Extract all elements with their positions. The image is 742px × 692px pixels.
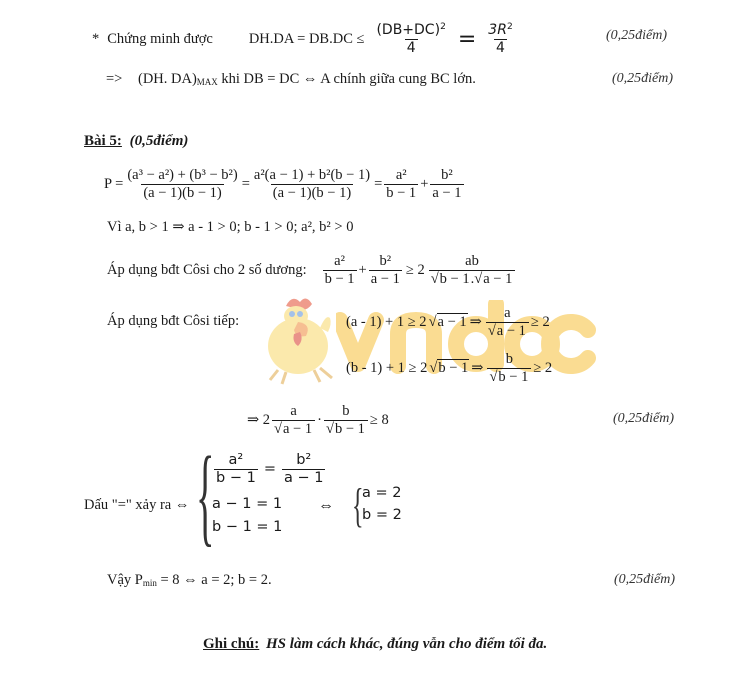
product-inequality: ⇒ 2 $\frac{a}{√a - 1}$ · $\frac{b}{√b - 1}$ ≥ 8 (247, 402, 389, 437)
solution-b: b = 2 (362, 507, 402, 523)
equality-label: Dấu "=" xảy ra ⇔ (84, 497, 190, 513)
left-brace-icon: { (196, 434, 215, 556)
note-label: Ghi chú: (203, 636, 260, 652)
score-product: (0,25điểm) (613, 411, 675, 426)
score-conclusion: (0,25điểm) (614, 572, 676, 587)
equivalence-arrow: ⇔ (318, 497, 334, 514)
bullet: * (92, 30, 100, 47)
condition-line: Vì a, b > 1 ⇒ a - 1 > 0; b - 1 > 0; a², b² > 0 (107, 219, 354, 235)
note-text: HS làm cách khác, đúng vẫn cho điểm tối đa. (266, 636, 548, 652)
system-row-a: a − 1 = 1 (212, 496, 283, 512)
section-heading (84, 133, 188, 150)
proof-line-2: => (DH. $DA)_{MAX}$ khi DB = DC ⇔ A chính giữa cung BC lớn. (106, 71, 476, 88)
fraction-db-dc: $\frac{(DB+DC)^2}{4}$ (376, 22, 446, 56)
left-brace-small-icon: { (352, 479, 364, 532)
fraction-3r2: $\frac{3R^2}{4}$ (488, 22, 513, 56)
section-points: (0,5điểm) (129, 133, 189, 149)
mascot-chicken-icon (258, 288, 348, 388)
proof-expr-left: DH.DA = DB.DC ≤ (248, 30, 365, 47)
cauchy-inequality-1: Áp dụng bđt Côsi cho 2 số dương: $\frac{\text{a²}}{b - 1}$ + $\frac{\text{b²}}{a - 1}$ ≥ 2 $\frac{ab}{√b - 1.√a - 1}$ (107, 246, 517, 294)
score-line-1: (0,25điểm) (606, 28, 668, 43)
solution-a: a = 2 (362, 485, 402, 501)
system-row-b: b − 1 = 1 (212, 519, 283, 535)
system-row-fractions: $\frac{\text{a²}}{b - 1}$ = $\frac{\text{b²}}{a - 1}$ (216, 452, 324, 486)
p-expression: P = $\frac{\text{(a³ − a²) + (b³ − b²)}}{(a - 1)(b - 1)}$ = $\frac{\text{a²(a − 1) + b²(b − 1)}}{(a - 1)(b - 1)}$ = $\frac{\text{a²}}{b - 1}$ + $\frac{\text{b²}}{a - 1}$ (104, 166, 462, 201)
proof-line-1 (92, 14, 517, 64)
score-line-2: (0,25điểm) (612, 71, 674, 86)
section-title: Bài 5: (84, 133, 122, 149)
cauchy-label-2: Áp dụng bđt Côsi tiếp: (107, 313, 240, 329)
equals-sign: = (457, 26, 477, 52)
implies-arrow: => (106, 71, 123, 87)
proof-text: Chứng minh được (107, 30, 213, 47)
cauchy-row-b: (b - 1) + 1 ≥ 2 √ b − 1 ⇒ $\frac{b}{√b - 1}$ ≥ 2 (346, 350, 553, 385)
cauchy-row-a: (a - 1) + 1 ≥ 2 √ a − 1 ⇒ $\frac{a}{√a - 1}$ ≥ 2 (346, 304, 550, 339)
conclusion-line: Vậy $P_{min} = 8$ ⇔ a = 2; b = 2. (107, 572, 272, 589)
note (203, 636, 547, 653)
